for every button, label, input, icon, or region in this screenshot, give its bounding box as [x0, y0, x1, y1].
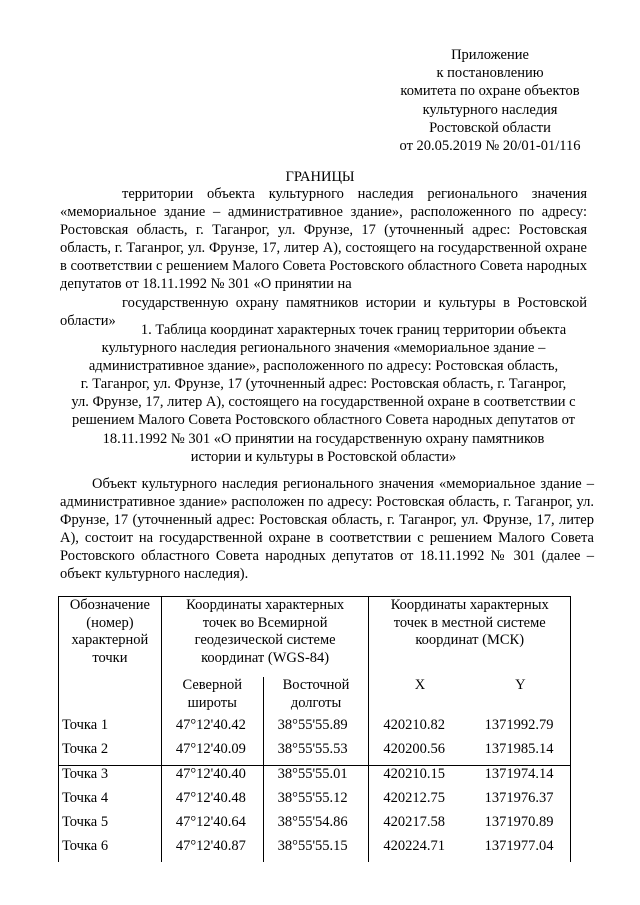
cell-x: 420210.15: [383, 766, 446, 782]
cell-point: Точка 5: [59, 814, 162, 838]
table-row: [59, 741, 571, 766]
section-line: культурного наследия регионального значения «мемориальное здание –: [101, 340, 546, 357]
header-designation: [59, 597, 162, 718]
cell-x: 420217.58: [383, 814, 446, 830]
cell-x: 420224.71: [383, 838, 446, 854]
object-description: Объект культурного наследия регионального значения «мемориальное здание – административное здание» расположен по адресу: Ростовская область, г. Таганрог, ул. Фрунзе, 17 (уточненный адрес: Ростовская область, г. Таганрог, ул. Фрунзе, 17, литер А), состоит на государственной охране в соответствии с решением Малого Совета Ростовского областного Совета народных депутатов от 18.11.1992 № 301 (далее – объект культурного наследия).: [60, 476, 594, 583]
header-msk: [369, 597, 571, 678]
section-line: 1. Таблица координат характерных точек границ территории объекта: [140, 322, 567, 338]
section-line: решением Малого Совета Ростовского областного Совета народных депутатов от: [71, 412, 576, 429]
header-line: характерной: [71, 632, 149, 648]
header-wgs: [161, 597, 369, 678]
cell-lat: 47°12'40.09: [161, 741, 263, 766]
cell-x: 420200.56: [369, 741, 471, 766]
cell-lon: 38°55'55.12: [263, 790, 369, 814]
appendix-line: культурного наследия: [422, 101, 558, 118]
appendix-block: [380, 46, 600, 155]
header-line: Координаты характерных: [186, 597, 345, 613]
appendix-line: Ростовской области: [429, 119, 551, 136]
cell-lat: 47°12'40.40: [161, 766, 263, 791]
header-line: широты: [187, 694, 237, 711]
section-line: ул. Фрунзе, 17, литер А), состоящего на государственной охране в соответствии с: [71, 394, 576, 411]
section-line: 18.11.1992 № 301 «О принятии на государственную охрану памятников: [102, 430, 545, 447]
appendix-line: от 20.05.2019 № 20/01-01/116: [399, 138, 581, 155]
header-line: координат (WGS-84): [201, 649, 330, 666]
cell-lon: 38°55'54.86: [263, 814, 369, 838]
cell-point: Точка 4: [59, 790, 162, 814]
header-x: X: [414, 677, 426, 693]
cell-x: 420212.75: [383, 790, 446, 806]
table-row: [59, 717, 571, 741]
header-line: точки: [92, 649, 128, 666]
cell-lat: 47°12'40.48: [161, 790, 263, 814]
subtitle-text: территории объекта культурного наследия регионального значения «мемориальное здание – административное здание», расположенного по адресу: Ростовская область, г. Таганрог, ул. Фрунзе, 17 (уточненный адрес: Ростовская область, г. Таганрог, ул. Фрунзе, 17, литер А), состоящего на государственной охране в соответствии с решением Малого Совета Ростовского областного Совета народных депутатов от 18.11.1992 № 301 «О принятии на: [60, 186, 587, 293]
header-line: точек в местной системе: [393, 614, 546, 631]
cell-point: Точка 3: [59, 766, 162, 791]
header-line: Обозначение: [69, 597, 150, 613]
header-line: Восточной: [282, 677, 350, 693]
section-line: г. Таганрог, ул. Фрунзе, 17 (уточненный адрес: Ростовская область, г. Таганрог,: [80, 376, 567, 393]
header-north: [161, 677, 263, 717]
cell-point: Точка 1: [59, 717, 162, 741]
cell-lon: 38°55'55.53: [263, 741, 369, 766]
section-1-heading: [60, 321, 587, 466]
cell-lon: 38°55'55.01: [263, 766, 369, 791]
cell-lat: 47°12'40.87: [161, 838, 263, 862]
cell-lat: 47°12'40.64: [161, 814, 263, 838]
header-line: Северной: [182, 677, 242, 693]
table-row: [59, 814, 571, 838]
header-east: [263, 677, 369, 717]
table-row: [59, 838, 571, 862]
header-line: долготы: [290, 694, 342, 711]
document-title: ГРАНИЦЫ: [285, 169, 355, 185]
cell-y: 1371977.04: [471, 838, 571, 862]
appendix-line: комитета по охране объектов: [400, 83, 580, 100]
cell-lon: 38°55'55.15: [263, 838, 369, 862]
section-line: истории и культуры в Ростовской области»: [190, 448, 457, 465]
subtitle-last-line: государственную охрану памятников истории и культуры в Ростовской области»: [60, 294, 587, 329]
cell-y: 1371970.89: [471, 814, 571, 838]
header-line: геодезической системе: [194, 632, 336, 648]
cell-y: 1371974.14: [471, 766, 571, 791]
coordinates-table: [58, 596, 571, 862]
header-y: Y: [471, 677, 571, 717]
section-line: административное здание», расположенного по адресу: Ростовская область,: [88, 358, 559, 375]
header-line: точек во Всемирной: [202, 614, 328, 631]
cell-y: 1371976.37: [471, 790, 571, 814]
header-line: Координаты характерных: [390, 597, 549, 613]
appendix-line: к постановлению: [436, 65, 544, 82]
table-row: [59, 790, 571, 814]
appendix-line: Приложение: [451, 47, 529, 63]
cell-y: 1371985.14: [471, 741, 571, 766]
header-line: (номер): [86, 614, 134, 631]
header-line: координат (МСК): [415, 632, 525, 648]
cell-lat: 47°12'40.42: [161, 717, 263, 741]
document-subtitle: [60, 185, 587, 330]
cell-point: Точка 6: [59, 838, 162, 862]
cell-x: 420210.82: [383, 717, 446, 733]
cell-lon: 38°55'55.89: [263, 717, 369, 741]
table-row: [59, 766, 571, 791]
cell-point: Точка 2: [59, 741, 162, 766]
cell-y: 1371992.79: [471, 717, 571, 741]
